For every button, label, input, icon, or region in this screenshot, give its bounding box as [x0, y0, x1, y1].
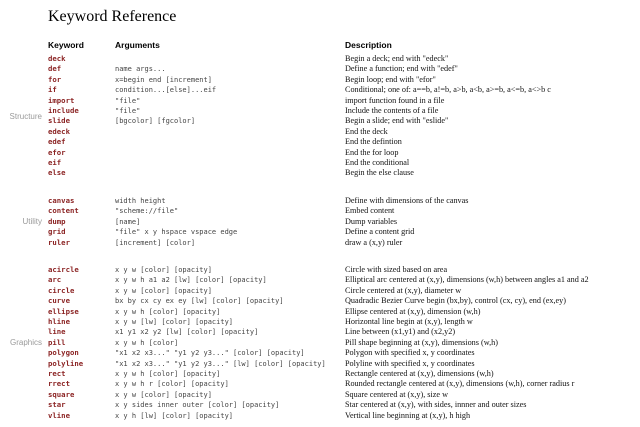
group-rows	[48, 54, 640, 179]
arguments-cell	[115, 158, 345, 168]
group-graphics	[0, 265, 640, 421]
arguments-cell: width height	[115, 196, 166, 205]
table-row	[48, 127, 640, 137]
table-row	[48, 390, 640, 400]
description-cell: Begin the else clause	[345, 168, 414, 178]
description-cell: Vertical line beginning at (x,y), h high	[345, 410, 471, 420]
arguments-cell	[115, 127, 345, 137]
keyword-cell: curve	[48, 296, 70, 306]
arguments-cell: x y w [color] [opacity]	[115, 265, 212, 274]
arguments-cell: [name]	[115, 217, 141, 226]
keyword-cell: slide	[48, 116, 70, 126]
keyword-cell: canvas	[48, 195, 75, 205]
table-header	[0, 40, 640, 50]
arguments-cell: x=begin end [increment]	[115, 75, 212, 84]
arguments-cell	[115, 168, 345, 178]
description-cell: import function found in a file	[345, 95, 445, 105]
group-structure	[0, 54, 640, 179]
description-cell: End the deck	[345, 126, 388, 136]
table-row	[48, 238, 640, 248]
table-row	[48, 158, 640, 168]
arguments-cell: x1 y1 x2 y2 [lw] [color] [opacity]	[115, 328, 259, 337]
table-row	[48, 317, 640, 327]
keyword-cell: circle	[48, 285, 75, 295]
table-row	[48, 206, 640, 216]
table-row	[48, 379, 640, 389]
description-cell: Define a function; end with "edef"	[345, 64, 458, 74]
keyword-cell: star	[48, 400, 66, 410]
description-cell: Circle with sized based on area	[345, 264, 448, 274]
arguments-cell: x y w h a1 a2 [lw] [color] [opacity]	[115, 276, 267, 285]
description-cell: Begin a deck; end with "edeck"	[345, 54, 449, 63]
description-cell: End the for loop	[345, 147, 399, 157]
keyword-cell: line	[48, 327, 66, 337]
arguments-cell: "file" x y hspace vspace edge	[115, 228, 238, 237]
table-row	[48, 265, 640, 275]
description-cell: Polyline with specified x, y coordinates	[345, 358, 475, 368]
keyword-cell: rect	[48, 368, 66, 378]
keyword-cell: vline	[48, 410, 70, 420]
group-label: Utility	[22, 217, 42, 227]
keyword-cell: rrect	[48, 379, 70, 389]
table-row	[48, 296, 640, 306]
description-cell: Star centered at (x,y), with sides, innner and outer sizes	[345, 400, 527, 410]
table-row	[48, 64, 640, 74]
group-utility	[0, 196, 640, 248]
keyword-cell: polygon	[48, 348, 79, 358]
arguments-cell: x y w [lw] [color] [opacity]	[115, 317, 234, 326]
description-cell: Rounded rectangle centered at (x,y), dimensions (w,h), corner radius r	[345, 379, 575, 389]
description-cell: Begin loop; end with "efor"	[345, 74, 436, 84]
arguments-cell	[115, 137, 345, 147]
keyword-cell: else	[48, 168, 66, 178]
keyword-cell: polyline	[48, 358, 84, 368]
keyword-cell: edef	[48, 137, 66, 147]
group-rows	[48, 196, 640, 248]
description-cell: Define a content grid	[345, 227, 415, 237]
keyword-cell: include	[48, 106, 79, 116]
arguments-cell: "x1 x2 x3..." "y1 y2 y3..." [lw] [color] [opacity]	[115, 359, 326, 368]
keyword-cell: def	[48, 64, 62, 74]
table-row	[48, 217, 640, 227]
table-row	[48, 411, 640, 421]
keyword-cell: content	[48, 206, 79, 216]
keyword-cell: deck	[48, 54, 66, 63]
arguments-cell: x y w h [color] [opacity]	[115, 369, 221, 378]
description-cell: Rectangle centered at (x,y), dimensions (w,h)	[345, 368, 494, 378]
keyword-cell: eif	[48, 158, 62, 168]
arguments-cell: x y w h [color]	[115, 338, 179, 347]
arguments-cell: x y sides inner outer [color] [opacity]	[115, 401, 280, 410]
description-cell: Quadradic Bezier Curve begin (bx,by), control (cx, cy), end (ex,ey)	[345, 296, 566, 306]
description-cell: Line between (x1,y1) and (x2,y2)	[345, 327, 456, 337]
arguments-cell: "file"	[115, 107, 141, 116]
table-row	[48, 400, 640, 410]
table-row	[48, 307, 640, 317]
table-row	[48, 275, 640, 285]
keyword-cell: if	[48, 85, 57, 95]
keyword-cell: arc	[48, 275, 62, 285]
description-cell: End the conditional	[345, 158, 410, 168]
column-header-description: Description	[345, 40, 392, 50]
table-row	[48, 148, 640, 158]
arguments-cell: "scheme://file"	[115, 207, 179, 216]
description-cell: Pill shape beginning at (x,y), dimensions (w,h)	[345, 337, 498, 347]
table-row	[48, 327, 640, 337]
keyword-cell: ruler	[48, 237, 70, 247]
table-row	[48, 75, 640, 85]
arguments-cell	[115, 54, 345, 64]
keyword-cell: grid	[48, 227, 66, 237]
arguments-cell: x y w h [color] [opacity]	[115, 307, 221, 316]
description-cell: Polygon with specified x, y coordinates	[345, 348, 475, 358]
table-row	[48, 85, 640, 95]
table-row	[48, 116, 640, 126]
description-cell: Begin a slide; end with "eslide"	[345, 116, 449, 126]
table-row	[48, 286, 640, 296]
description-cell: Square centered at (x,y), size w	[345, 389, 448, 399]
arguments-cell	[115, 148, 345, 158]
column-header-keyword: Keyword	[48, 40, 84, 50]
column-header-arguments: Arguments	[115, 40, 160, 50]
table-row	[48, 348, 640, 358]
reference-table-body	[0, 54, 640, 421]
arguments-cell: x y w [color] [opacity]	[115, 390, 212, 399]
table-row	[48, 106, 640, 116]
table-row	[48, 359, 640, 369]
group-label: Graphics	[9, 338, 42, 348]
table-row	[48, 54, 640, 64]
description-cell: Horizontal line begin at (x,y), length w	[345, 316, 473, 326]
description-cell: Ellipse centered at (x,y), dimension (w,h)	[345, 306, 481, 316]
arguments-cell: x y w [color] [opacity]	[115, 286, 212, 295]
description-cell: Dump variables	[345, 216, 398, 226]
group-label-spacer	[0, 40, 48, 50]
arguments-cell: condition...[else]...eif	[115, 86, 217, 95]
keyword-cell: acircle	[48, 264, 79, 274]
keyword-cell: square	[48, 389, 75, 399]
group-label: Structure	[9, 111, 42, 121]
page-title: Keyword Reference	[48, 8, 177, 25]
keyword-cell: pill	[48, 337, 66, 347]
keyword-cell: edeck	[48, 126, 70, 136]
keyword-cell: dump	[48, 216, 66, 226]
keyword-cell: hline	[48, 316, 70, 326]
description-cell: End the defintion	[345, 137, 402, 147]
description-cell: Include the contents of a file	[345, 106, 439, 116]
arguments-cell: name args...	[115, 65, 166, 74]
table-row	[48, 338, 640, 348]
table-row	[48, 137, 640, 147]
description-cell: Define with dimensions of the canvas	[345, 195, 469, 205]
arguments-cell: [bgcolor] [fgcolor]	[115, 117, 196, 126]
arguments-cell: x y h [lw] [color] [opacity]	[115, 411, 234, 420]
table-row	[48, 227, 640, 237]
arguments-cell: "x1 x2 x3..." "y1 y2 y3..." [color] [opacity]	[115, 349, 305, 358]
arguments-cell: x y w h r [color] [opacity]	[115, 380, 229, 389]
table-row	[48, 196, 640, 206]
table-row	[48, 168, 640, 178]
description-cell: Circle centered at (x,y), diameter w	[345, 285, 462, 295]
description-cell: draw a (x,y) ruler	[345, 237, 403, 247]
description-cell: Conditional; one of: a==b, a!=b, a>b, a<b, a>=b, a<=b, a<>b c	[345, 85, 551, 95]
arguments-cell: [increment] [color]	[115, 238, 196, 247]
keyword-cell: efor	[48, 147, 66, 157]
keyword-cell: for	[48, 74, 62, 84]
description-cell: Embed content	[345, 206, 395, 216]
description-cell: Elliptical arc centered at (x,y), dimensions (w,h) between angles a1 and a2	[345, 275, 589, 285]
table-row	[48, 369, 640, 379]
keyword-cell: import	[48, 95, 75, 105]
group-rows	[48, 265, 640, 421]
arguments-cell: bx by cx cy ex ey [lw] [color] [opacity]	[115, 297, 284, 306]
table-row	[48, 96, 640, 106]
keyword-cell: ellipse	[48, 306, 79, 316]
arguments-cell: "file"	[115, 96, 141, 105]
